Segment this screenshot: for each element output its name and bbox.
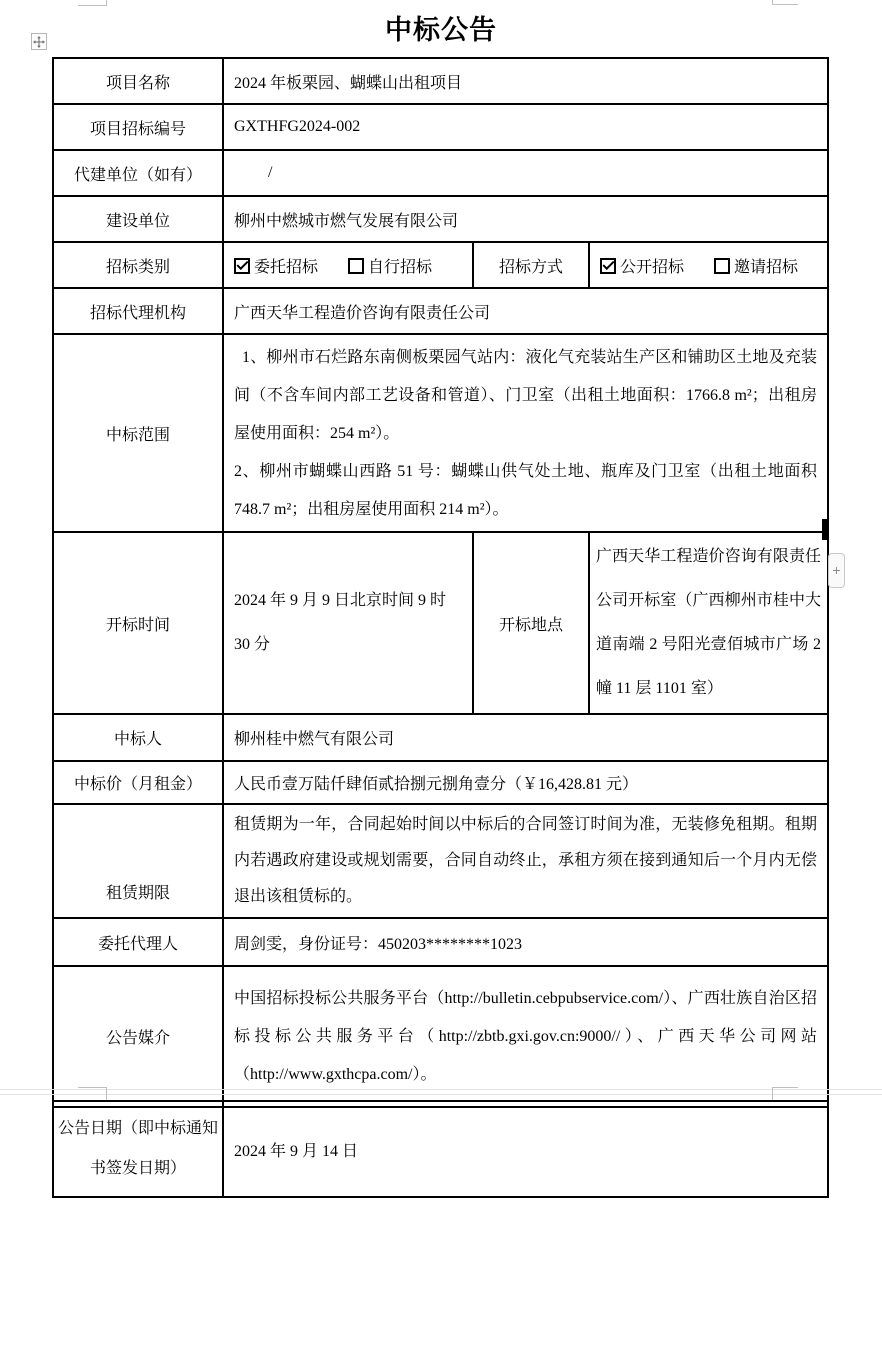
media-value[interactable]: 中国招标投标公共服务平台（http://bulletin.cebpubservice.com/）、广西壮族自治区招标投标公共服务平台（http://zbtb.gxi.gov.cn:9000//）、广西天华公司网站（http://www.gxthcpa.com/）。 bbox=[223, 966, 828, 1107]
price-label[interactable]: 中标价（月租金） bbox=[53, 761, 223, 804]
option-label: 自行招标 bbox=[368, 258, 433, 276]
row-project-name bbox=[53, 58, 828, 104]
table-border-selection-bar bbox=[822, 519, 829, 540]
open-place-value[interactable]: 广西天华工程造价咨询有限责任公司开标室（广西柳州市桂中大道南端 2 号阳光壹佰城市广场 2 幢 11 层 1101 室） bbox=[589, 532, 828, 714]
option-label: 公开招标 bbox=[620, 258, 685, 276]
crop-mark-top-left bbox=[78, 5, 107, 6]
option-entrusted-tender bbox=[234, 259, 318, 276]
option-self-tender bbox=[348, 259, 432, 276]
announce-date-label[interactable]: 公告日期（即中标通知书签发日期） bbox=[53, 1101, 223, 1197]
scope-paragraph-1: 1、柳州市石烂路东南侧板栗园气站内：液化气充装站生产区和铺助区土地及充装间（不含车间内部工艺设备和管道）、门卫室（出租土地面积：1766.8 m²；出租房屋使用面积：254 m²）。 bbox=[234, 349, 818, 442]
page-break-line-top bbox=[0, 1089, 882, 1090]
option-open-tender bbox=[600, 259, 684, 276]
agency-value[interactable]: 广西天华工程造价咨询有限责任公司 bbox=[223, 288, 828, 334]
crop-mark-bottom-left bbox=[78, 1087, 107, 1088]
unchecked-checkbox-icon bbox=[348, 258, 364, 274]
tender-method-options[interactable] bbox=[589, 242, 828, 288]
row-price bbox=[53, 761, 828, 804]
agent-person-value[interactable]: 周剑雯，身份证号：450203********1023 bbox=[223, 918, 828, 966]
tender-category-options[interactable] bbox=[223, 242, 473, 288]
unchecked-checkbox-icon bbox=[714, 258, 730, 274]
crop-mark-bottom-right bbox=[772, 1087, 798, 1088]
winner-value[interactable]: 柳州桂中燃气有限公司 bbox=[223, 714, 828, 761]
agent-build-value[interactable]: / bbox=[223, 150, 828, 196]
open-time-value[interactable]: 2024 年 9 月 9 日北京时间 9 时 30 分 bbox=[223, 532, 473, 714]
row-tender-category bbox=[53, 242, 828, 288]
scope-label[interactable]: 中标范围 bbox=[53, 334, 223, 532]
page-break-line-bottom bbox=[0, 1094, 882, 1095]
checked-checkbox-icon bbox=[234, 258, 250, 274]
crop-mark-top-right bbox=[772, 4, 798, 5]
row-lease-term bbox=[53, 804, 828, 918]
row-owner bbox=[53, 196, 828, 242]
row-scope bbox=[53, 334, 828, 532]
media-label[interactable]: 公告媒介 bbox=[53, 966, 223, 1107]
announce-date-value[interactable]: 2024 年 9 月 14 日 bbox=[223, 1101, 828, 1197]
add-column-button[interactable]: + bbox=[828, 553, 845, 588]
crop-mark-top-right-vertical bbox=[772, 0, 773, 5]
announcement-table-continued bbox=[52, 1100, 829, 1198]
project-name-label[interactable]: 项目名称 bbox=[53, 58, 223, 104]
project-name-value[interactable]: 2024 年板栗园、蝴蝶山出租项目 bbox=[223, 58, 828, 104]
crop-mark-top-left-vertical bbox=[106, 0, 107, 6]
row-media bbox=[53, 966, 828, 1107]
owner-value[interactable]: 柳州中燃城市燃气发展有限公司 bbox=[223, 196, 828, 242]
row-open-time bbox=[53, 532, 828, 714]
row-winner bbox=[53, 714, 828, 761]
tender-method-label[interactable]: 招标方式 bbox=[473, 242, 589, 288]
lease-term-value[interactable]: 租赁期为一年，合同起始时间以中标后的合同签订时间为准，无装修免租期。租期内若遇政府建设或规划需要，合同自动终止，承租方须在接到通知后一个月内无偿退出该租赁标的。 bbox=[223, 804, 828, 918]
checked-checkbox-icon bbox=[600, 258, 616, 274]
winner-label[interactable]: 中标人 bbox=[53, 714, 223, 761]
tender-category-label[interactable]: 招标类别 bbox=[53, 242, 223, 288]
tender-no-label[interactable]: 项目招标编号 bbox=[53, 104, 223, 150]
row-agent-build bbox=[53, 150, 828, 196]
option-label: 委托招标 bbox=[254, 258, 319, 276]
agent-person-label[interactable]: 委托代理人 bbox=[53, 918, 223, 966]
open-place-label[interactable]: 开标地点 bbox=[473, 532, 589, 714]
open-time-label[interactable]: 开标时间 bbox=[53, 532, 223, 714]
owner-label[interactable]: 建设单位 bbox=[53, 196, 223, 242]
row-agency bbox=[53, 288, 828, 334]
crop-mark-bottom-right-vertical bbox=[772, 1087, 773, 1101]
tender-no-value[interactable]: GXTHFG2024-002 bbox=[223, 104, 828, 150]
option-label: 邀请招标 bbox=[734, 258, 799, 276]
price-value[interactable]: 人民币壹万陆仟肆佰贰拾捌元捌角壹分（￥16,428.81 元） bbox=[223, 761, 828, 804]
agent-build-label[interactable]: 代建单位（如有） bbox=[53, 150, 223, 196]
scope-paragraph-2: 2、柳州市蝴蝶山西路 51 号：蝴蝶山供气处土地、瓶库及门卫室（出租土地面积 748.7 m²；出租房屋使用面积 214 m²）。 bbox=[234, 463, 818, 518]
row-tender-no bbox=[53, 104, 828, 150]
row-announce-date bbox=[53, 1101, 828, 1197]
option-invited-tender bbox=[714, 259, 798, 276]
scope-value[interactable] bbox=[223, 334, 828, 532]
lease-term-label[interactable]: 租赁期限 bbox=[53, 804, 223, 918]
agency-label[interactable]: 招标代理机构 bbox=[53, 288, 223, 334]
announcement-table bbox=[52, 57, 829, 1108]
page-title[interactable]: 中标公告 bbox=[385, 15, 497, 45]
row-agent-person bbox=[53, 918, 828, 966]
